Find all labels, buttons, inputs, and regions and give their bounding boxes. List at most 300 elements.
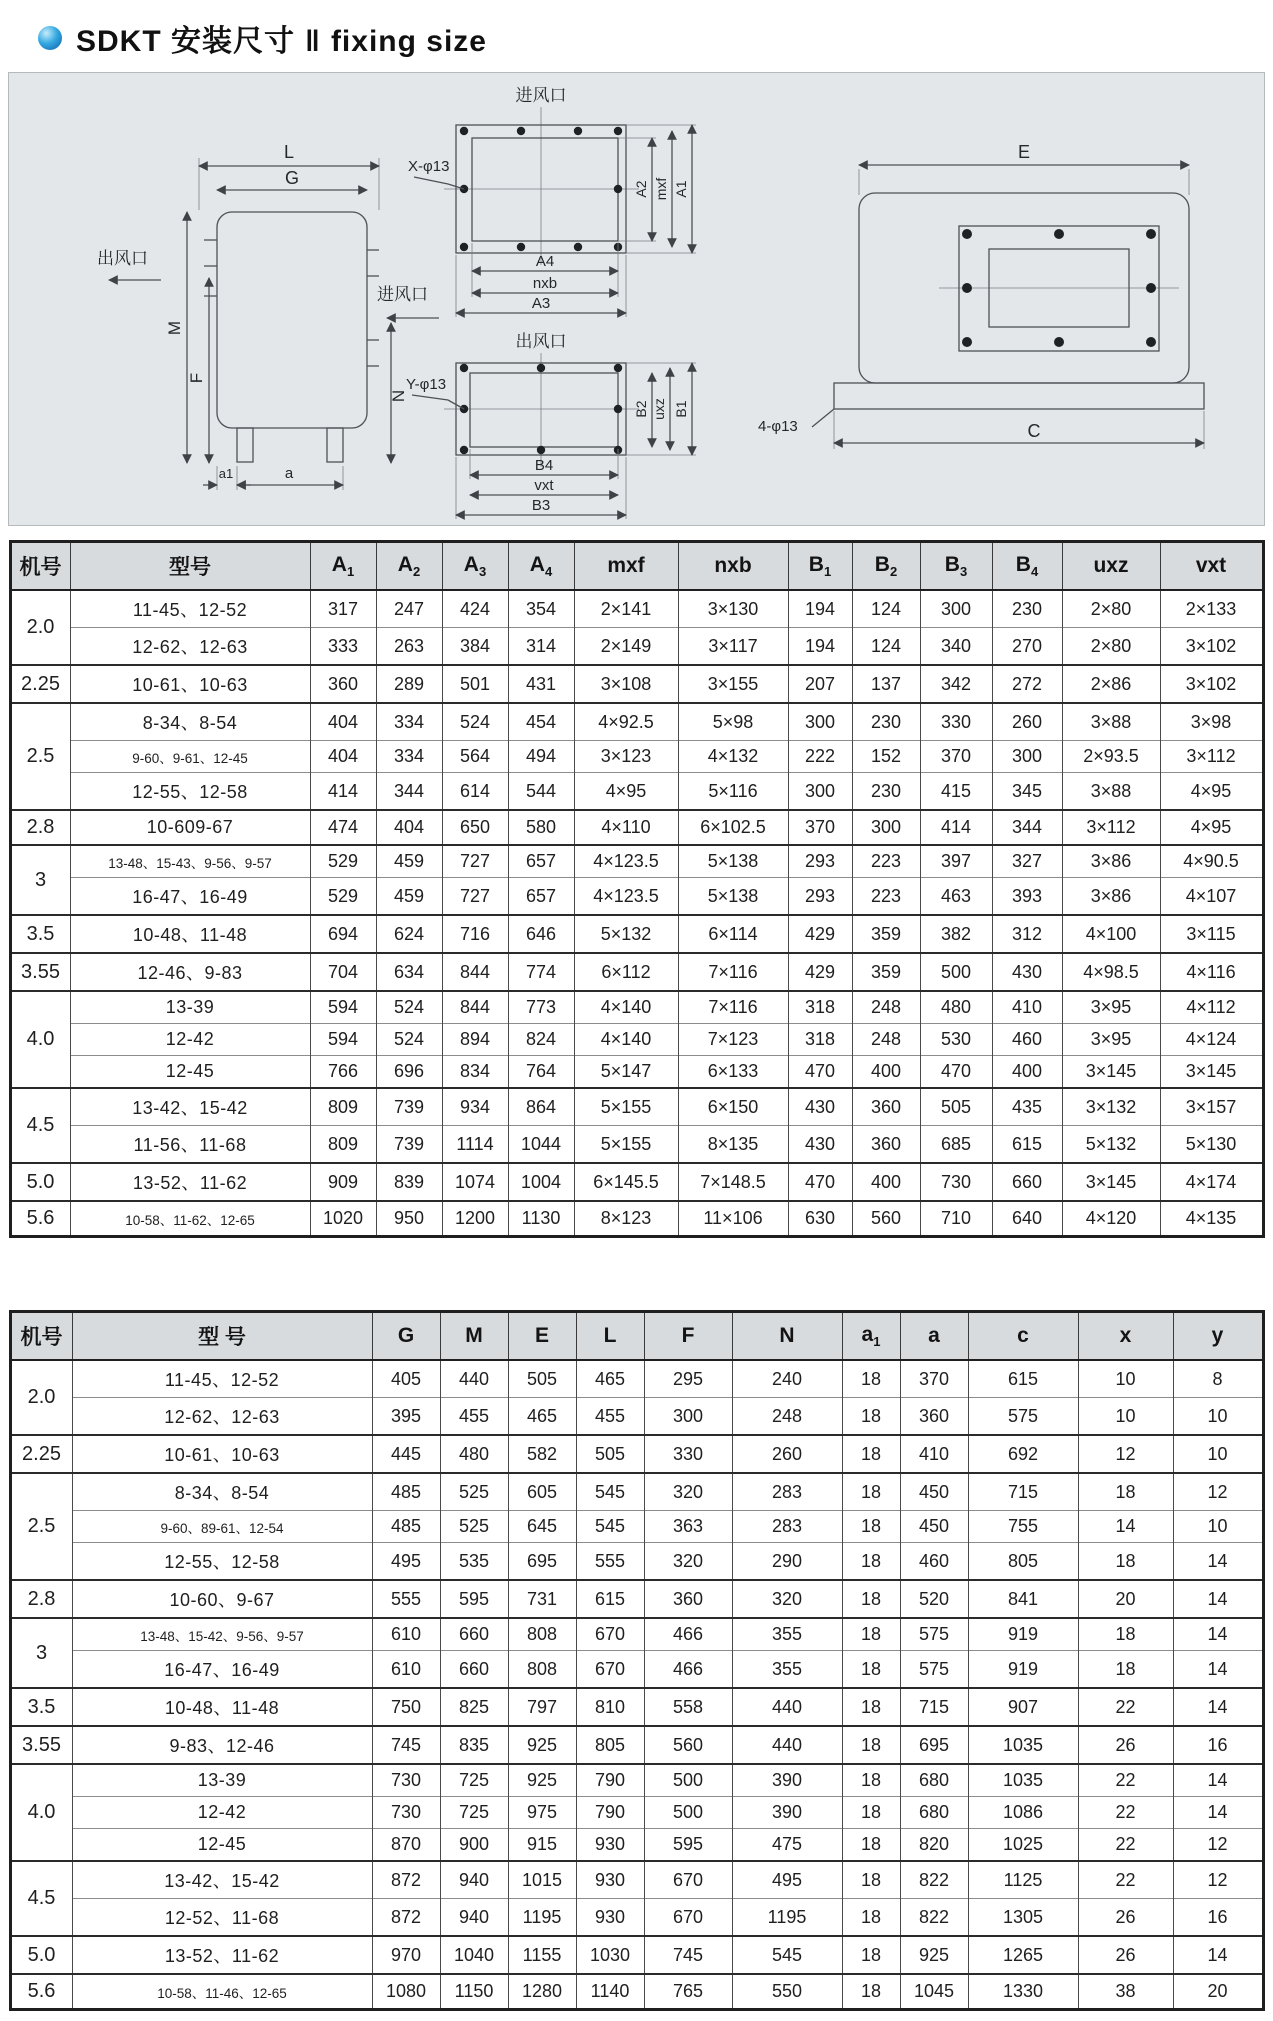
value-cell: 822	[900, 1861, 968, 1899]
value-cell: 670	[576, 1618, 644, 1651]
value-cell: 745	[372, 1726, 440, 1764]
value-cell: 640	[992, 1201, 1062, 1237]
value-cell: 925	[508, 1764, 576, 1797]
value-cell: 3×86	[1062, 845, 1160, 878]
model-cell: 13-39	[70, 991, 310, 1024]
value-cell: 730	[372, 1797, 440, 1829]
value-cell: 610	[372, 1651, 440, 1689]
value-cell: 300	[644, 1398, 732, 1436]
value-cell: 330	[644, 1435, 732, 1473]
dimension-diagrams-panel	[8, 72, 1265, 526]
column-header: F	[644, 1312, 732, 1361]
column-header: E	[508, 1312, 576, 1361]
unit-size-cell: 3.55	[10, 1726, 72, 1764]
value-cell: 14	[1173, 1618, 1263, 1651]
table-row	[10, 1580, 1263, 1618]
value-cell: 300	[992, 741, 1062, 773]
column-header: a	[900, 1312, 968, 1361]
value-cell: 730	[920, 1163, 992, 1201]
value-cell: 3×130	[678, 590, 788, 628]
model-cell: 9-83、12-46	[72, 1726, 372, 1764]
model-cell: 11-56、11-68	[70, 1126, 310, 1164]
value-cell: 727	[442, 878, 508, 916]
table-row	[10, 1024, 1263, 1056]
value-cell: 525	[440, 1511, 508, 1543]
value-cell: 1044	[508, 1126, 574, 1164]
value-cell: 230	[852, 703, 920, 741]
value-cell: 320	[644, 1473, 732, 1511]
value-cell: 360	[310, 665, 376, 703]
value-cell: 14	[1173, 1688, 1263, 1726]
value-cell: 344	[992, 810, 1062, 845]
inlet-label: 进风口	[377, 285, 428, 304]
value-cell: 1030	[576, 1936, 644, 1974]
value-cell: 630	[788, 1201, 852, 1237]
value-cell: 354	[508, 590, 574, 628]
value-cell: 300	[852, 810, 920, 845]
value-cell: 730	[372, 1764, 440, 1797]
unit-size-cell: 5.0	[10, 1163, 70, 1201]
value-cell: 1280	[508, 1974, 576, 2010]
value-cell: 7×116	[678, 953, 788, 991]
base-plate-outline	[834, 383, 1204, 409]
unit-size-cell: 2.0	[10, 590, 70, 665]
value-cell: 18	[842, 1618, 900, 1651]
value-cell: 312	[992, 915, 1062, 953]
value-cell: 575	[968, 1398, 1078, 1436]
value-cell: 440	[732, 1688, 842, 1726]
dim-label-a1: a1	[218, 466, 234, 481]
value-cell: 5×116	[678, 773, 788, 811]
value-cell: 18	[842, 1580, 900, 1618]
value-cell: 2×93.5	[1062, 741, 1160, 773]
value-cell: 934	[442, 1088, 508, 1126]
value-cell: 26	[1078, 1899, 1173, 1937]
value-cell: 5×132	[1062, 1126, 1160, 1164]
value-cell: 10	[1078, 1398, 1173, 1436]
value-cell: 18	[842, 1974, 900, 2010]
value-cell: 290	[732, 1543, 842, 1581]
dim-label-uxz: uxz	[651, 398, 667, 420]
model-cell: 10-58、11-46、12-65	[72, 1974, 372, 2010]
value-cell: 839	[376, 1163, 442, 1201]
unit-size-cell: 2.25	[10, 665, 70, 703]
title-en: fixing size	[330, 25, 487, 58]
value-cell: 16	[1173, 1726, 1263, 1764]
value-cell: 18	[842, 1651, 900, 1689]
value-cell: 500	[644, 1797, 732, 1829]
value-cell: 390	[732, 1797, 842, 1829]
column-header: y	[1173, 1312, 1263, 1361]
value-cell: 359	[852, 953, 920, 991]
value-cell: 1114	[442, 1126, 508, 1164]
value-cell: 395	[372, 1398, 440, 1436]
value-cell: 3×115	[1160, 915, 1263, 953]
value-cell: 495	[372, 1543, 440, 1581]
table-row	[10, 741, 1263, 773]
value-cell: 900	[440, 1829, 508, 1862]
value-cell: 615	[576, 1580, 644, 1618]
title-zh: SDKT 安装尺寸	[76, 25, 295, 58]
value-cell: 320	[732, 1580, 842, 1618]
value-cell: 725	[440, 1797, 508, 1829]
base-view-diagram	[744, 131, 1224, 461]
value-cell: 223	[852, 845, 920, 878]
unit-size-cell: 4.5	[10, 1088, 70, 1163]
value-cell: 660	[992, 1163, 1062, 1201]
value-cell: 919	[968, 1651, 1078, 1689]
page-title	[0, 6, 1273, 66]
value-cell: 18	[1078, 1543, 1173, 1581]
value-cell: 646	[508, 915, 574, 953]
value-cell: 809	[310, 1088, 376, 1126]
model-cell: 10-48、11-48	[70, 915, 310, 953]
value-cell: 248	[852, 991, 920, 1024]
value-cell: 455	[440, 1398, 508, 1436]
column-header: G	[372, 1312, 440, 1361]
value-cell: 10	[1173, 1398, 1263, 1436]
inlet-duct-outline	[472, 138, 618, 241]
value-cell: 820	[900, 1829, 968, 1862]
dim-label-F: F	[187, 372, 206, 384]
bullet-icon	[38, 26, 62, 50]
value-cell: 18	[842, 1435, 900, 1473]
table-row	[10, 1435, 1263, 1473]
model-cell: 8-34、8-54	[72, 1473, 372, 1511]
table-row	[10, 1360, 1263, 1398]
value-cell: 320	[644, 1543, 732, 1581]
model-cell: 9-60、9-61、12-45	[70, 741, 310, 773]
value-cell: 6×102.5	[678, 810, 788, 845]
table-row	[10, 991, 1263, 1024]
value-cell: 345	[992, 773, 1062, 811]
value-cell: 716	[442, 915, 508, 953]
value-cell: 774	[508, 953, 574, 991]
unit-size-cell: 2.0	[10, 1360, 72, 1435]
column-header: $B_2$	[852, 542, 920, 591]
value-cell: 289	[376, 665, 442, 703]
value-cell: 3×88	[1062, 773, 1160, 811]
dim-label-mxf: mxf	[653, 177, 669, 201]
value-cell: 739	[376, 1126, 442, 1164]
column-header: mxf	[574, 542, 678, 591]
value-cell: 480	[920, 991, 992, 1024]
dim-label-a: a	[284, 465, 294, 482]
unit-size-cell: 2.5	[10, 1473, 72, 1580]
value-cell: 470	[920, 1056, 992, 1089]
table-row	[10, 1688, 1263, 1726]
value-cell: 680	[900, 1764, 968, 1797]
value-cell: 4×112	[1160, 991, 1263, 1024]
value-cell: 1040	[440, 1936, 508, 1974]
title-divider: ‖	[305, 25, 321, 58]
value-cell: 4×132	[678, 741, 788, 773]
value-cell: 3×95	[1062, 1024, 1160, 1056]
value-cell: 844	[442, 991, 508, 1024]
model-cell: 12-55、12-58	[70, 773, 310, 811]
value-cell: 695	[900, 1726, 968, 1764]
table-row	[10, 1651, 1263, 1689]
table-row	[10, 665, 1263, 703]
model-cell: 12-45	[70, 1056, 310, 1089]
value-cell: 1195	[508, 1899, 576, 1937]
table-row	[10, 953, 1263, 991]
value-cell: 382	[920, 915, 992, 953]
value-cell: 797	[508, 1688, 576, 1726]
value-cell: 5×132	[574, 915, 678, 953]
value-cell: 424	[442, 590, 508, 628]
column-header: vxt	[1160, 542, 1263, 591]
value-cell: 38	[1078, 1974, 1173, 2010]
column-header: 型号	[70, 542, 310, 591]
value-cell: 22	[1078, 1764, 1173, 1797]
value-cell: 460	[900, 1543, 968, 1581]
value-cell: 344	[376, 773, 442, 811]
value-cell: 474	[310, 810, 376, 845]
dim-label-B3: B3	[531, 497, 551, 514]
value-cell: 207	[788, 665, 852, 703]
value-cell: 390	[732, 1764, 842, 1797]
value-cell: 429	[788, 915, 852, 953]
value-cell: 12	[1173, 1861, 1263, 1899]
value-cell: 805	[968, 1543, 1078, 1581]
value-cell: 520	[900, 1580, 968, 1618]
dim-label-L: L	[283, 142, 295, 162]
unit-size-cell: 4.5	[10, 1861, 72, 1936]
value-cell: 466	[644, 1651, 732, 1689]
value-cell: 480	[440, 1435, 508, 1473]
column-header: $B_1$	[788, 542, 852, 591]
model-cell: 13-48、15-43、9-56、9-57	[70, 845, 310, 878]
value-cell: 1086	[968, 1797, 1078, 1829]
value-cell: 3×112	[1062, 810, 1160, 845]
value-cell: 529	[310, 845, 376, 878]
value-cell: 975	[508, 1797, 576, 1829]
value-cell: 355	[732, 1618, 842, 1651]
unit-body-outline	[217, 212, 367, 428]
value-cell: 1140	[576, 1974, 644, 2010]
value-cell: 940	[440, 1861, 508, 1899]
value-cell: 4×90.5	[1160, 845, 1263, 878]
value-cell: 359	[852, 915, 920, 953]
value-cell: 4×98.5	[1062, 953, 1160, 991]
table-row	[10, 1163, 1263, 1201]
value-cell: 400	[852, 1163, 920, 1201]
model-cell: 16-47、16-49	[70, 878, 310, 916]
value-cell: 14	[1173, 1797, 1263, 1829]
table-row	[10, 1861, 1263, 1899]
value-cell: 5×130	[1160, 1126, 1263, 1164]
table-row	[10, 590, 1263, 628]
model-cell: 13-48、15-42、9-56、9-57	[72, 1618, 372, 1651]
value-cell: 4×100	[1062, 915, 1160, 953]
value-cell: 970	[372, 1936, 440, 1974]
column-header: nxb	[678, 542, 788, 591]
model-cell: 13-52、11-62	[72, 1936, 372, 1974]
value-cell: 10	[1078, 1360, 1173, 1398]
value-cell: 12	[1173, 1473, 1263, 1511]
value-cell: 5×138	[678, 845, 788, 878]
value-cell: 605	[508, 1473, 576, 1511]
value-cell: 475	[732, 1829, 842, 1862]
value-cell: 18	[842, 1861, 900, 1899]
value-cell: 360	[644, 1580, 732, 1618]
value-cell: 410	[900, 1435, 968, 1473]
value-cell: 124	[852, 628, 920, 666]
value-cell: 4×116	[1160, 953, 1263, 991]
value-cell: 670	[576, 1651, 644, 1689]
value-cell: 6×114	[678, 915, 788, 953]
value-cell: 582	[508, 1435, 576, 1473]
value-cell: 545	[732, 1936, 842, 1974]
value-cell: 300	[788, 703, 852, 741]
value-cell: 22	[1078, 1861, 1173, 1899]
value-cell: 14	[1173, 1580, 1263, 1618]
value-cell: 4×95	[1160, 810, 1263, 845]
table-row	[10, 1899, 1263, 1937]
table-row	[10, 628, 1263, 666]
value-cell: 3×108	[574, 665, 678, 703]
value-cell: 459	[376, 878, 442, 916]
unit-size-cell: 2.8	[10, 810, 70, 845]
value-cell: 400	[992, 1056, 1062, 1089]
value-cell: 2×141	[574, 590, 678, 628]
value-cell: 524	[442, 703, 508, 741]
value-cell: 2×80	[1062, 590, 1160, 628]
value-cell: 12	[1078, 1435, 1173, 1473]
value-cell: 466	[644, 1618, 732, 1651]
value-cell: 695	[508, 1543, 576, 1581]
value-cell: 370	[788, 810, 852, 845]
side-view-diagram	[79, 128, 449, 518]
value-cell: 414	[310, 773, 376, 811]
value-cell: 20	[1078, 1580, 1173, 1618]
value-cell: 501	[442, 665, 508, 703]
value-cell: 223	[852, 878, 920, 916]
value-cell: 825	[440, 1688, 508, 1726]
unit-size-cell: 5.6	[10, 1201, 70, 1237]
value-cell: 1045	[900, 1974, 968, 2010]
value-cell: 2×133	[1160, 590, 1263, 628]
value-cell: 470	[788, 1056, 852, 1089]
model-cell: 9-60、89-61、12-54	[72, 1511, 372, 1543]
value-cell: 694	[310, 915, 376, 953]
value-cell: 194	[788, 590, 852, 628]
value-cell: 293	[788, 878, 852, 916]
value-cell: 26	[1078, 1726, 1173, 1764]
dim-label-M: M	[165, 320, 184, 336]
value-cell: 18	[842, 1936, 900, 1974]
column-header: $A_4$	[508, 542, 574, 591]
value-cell: 544	[508, 773, 574, 811]
value-cell: 18	[1078, 1651, 1173, 1689]
value-cell: 327	[992, 845, 1062, 878]
value-cell: 384	[442, 628, 508, 666]
table-row	[10, 703, 1263, 741]
model-cell: 11-45、12-52	[70, 590, 310, 628]
foot	[237, 428, 253, 462]
value-cell: 18	[842, 1543, 900, 1581]
outlet-holes-label: Y-φ13	[406, 376, 447, 393]
value-cell: 410	[992, 991, 1062, 1024]
value-cell: 4×140	[574, 991, 678, 1024]
value-cell: 950	[376, 1201, 442, 1237]
value-cell: 360	[852, 1088, 920, 1126]
outlet-label: 出风口	[97, 249, 148, 268]
value-cell: 430	[788, 1088, 852, 1126]
value-cell: 594	[310, 991, 376, 1024]
value-cell: 20	[1173, 1974, 1263, 2010]
unit-size-cell: 2.8	[10, 1580, 72, 1618]
value-cell: 710	[920, 1201, 992, 1237]
model-cell: 10-61、10-63	[70, 665, 310, 703]
column-header: $B_3$	[920, 542, 992, 591]
value-cell: 555	[372, 1580, 440, 1618]
value-cell: 560	[644, 1726, 732, 1764]
value-cell: 930	[576, 1829, 644, 1862]
value-cell: 872	[372, 1861, 440, 1899]
model-cell: 12-42	[70, 1024, 310, 1056]
value-cell: 240	[732, 1360, 842, 1398]
value-cell: 318	[788, 1024, 852, 1056]
value-cell: 355	[732, 1651, 842, 1689]
value-cell: 415	[920, 773, 992, 811]
value-cell: 808	[508, 1651, 576, 1689]
inlet-holes-label: X-φ13	[408, 158, 450, 175]
value-cell: 575	[900, 1651, 968, 1689]
value-cell: 283	[732, 1511, 842, 1543]
value-cell: 634	[376, 953, 442, 991]
value-cell: 1020	[310, 1201, 376, 1237]
value-cell: 545	[576, 1511, 644, 1543]
value-cell: 270	[992, 628, 1062, 666]
value-cell: 731	[508, 1580, 576, 1618]
table-row	[10, 1764, 1263, 1797]
model-cell: 12-52、11-68	[72, 1899, 372, 1937]
value-cell: 404	[376, 810, 442, 845]
value-cell: 5×155	[574, 1088, 678, 1126]
value-cell: 18	[842, 1688, 900, 1726]
value-cell: 524	[376, 1024, 442, 1056]
table-row	[10, 1726, 1263, 1764]
model-cell: 12-46、9-83	[70, 953, 310, 991]
table-row	[10, 1511, 1263, 1543]
value-cell: 18	[1078, 1618, 1173, 1651]
value-cell: 404	[310, 741, 376, 773]
value-cell: 1265	[968, 1936, 1078, 1974]
value-cell: 465	[508, 1398, 576, 1436]
value-cell: 810	[576, 1688, 644, 1726]
value-cell: 4×120	[1062, 1201, 1160, 1237]
value-cell: 5×98	[678, 703, 788, 741]
value-cell: 300	[920, 590, 992, 628]
value-cell: 495	[732, 1861, 842, 1899]
value-cell: 841	[968, 1580, 1078, 1618]
column-header: 机号	[10, 542, 70, 591]
value-cell: 4×124	[1160, 1024, 1263, 1056]
value-cell: 470	[788, 1163, 852, 1201]
model-cell: 10-609-67	[70, 810, 310, 845]
value-cell: 610	[372, 1618, 440, 1651]
value-cell: 685	[920, 1126, 992, 1164]
value-cell: 692	[968, 1435, 1078, 1473]
value-cell: 1025	[968, 1829, 1078, 1862]
value-cell: 3×123	[574, 741, 678, 773]
dim-label-nxb: nxb	[532, 275, 558, 292]
value-cell: 295	[644, 1360, 732, 1398]
value-cell: 3×102	[1160, 628, 1263, 666]
unit-size-cell: 3.5	[10, 915, 70, 953]
